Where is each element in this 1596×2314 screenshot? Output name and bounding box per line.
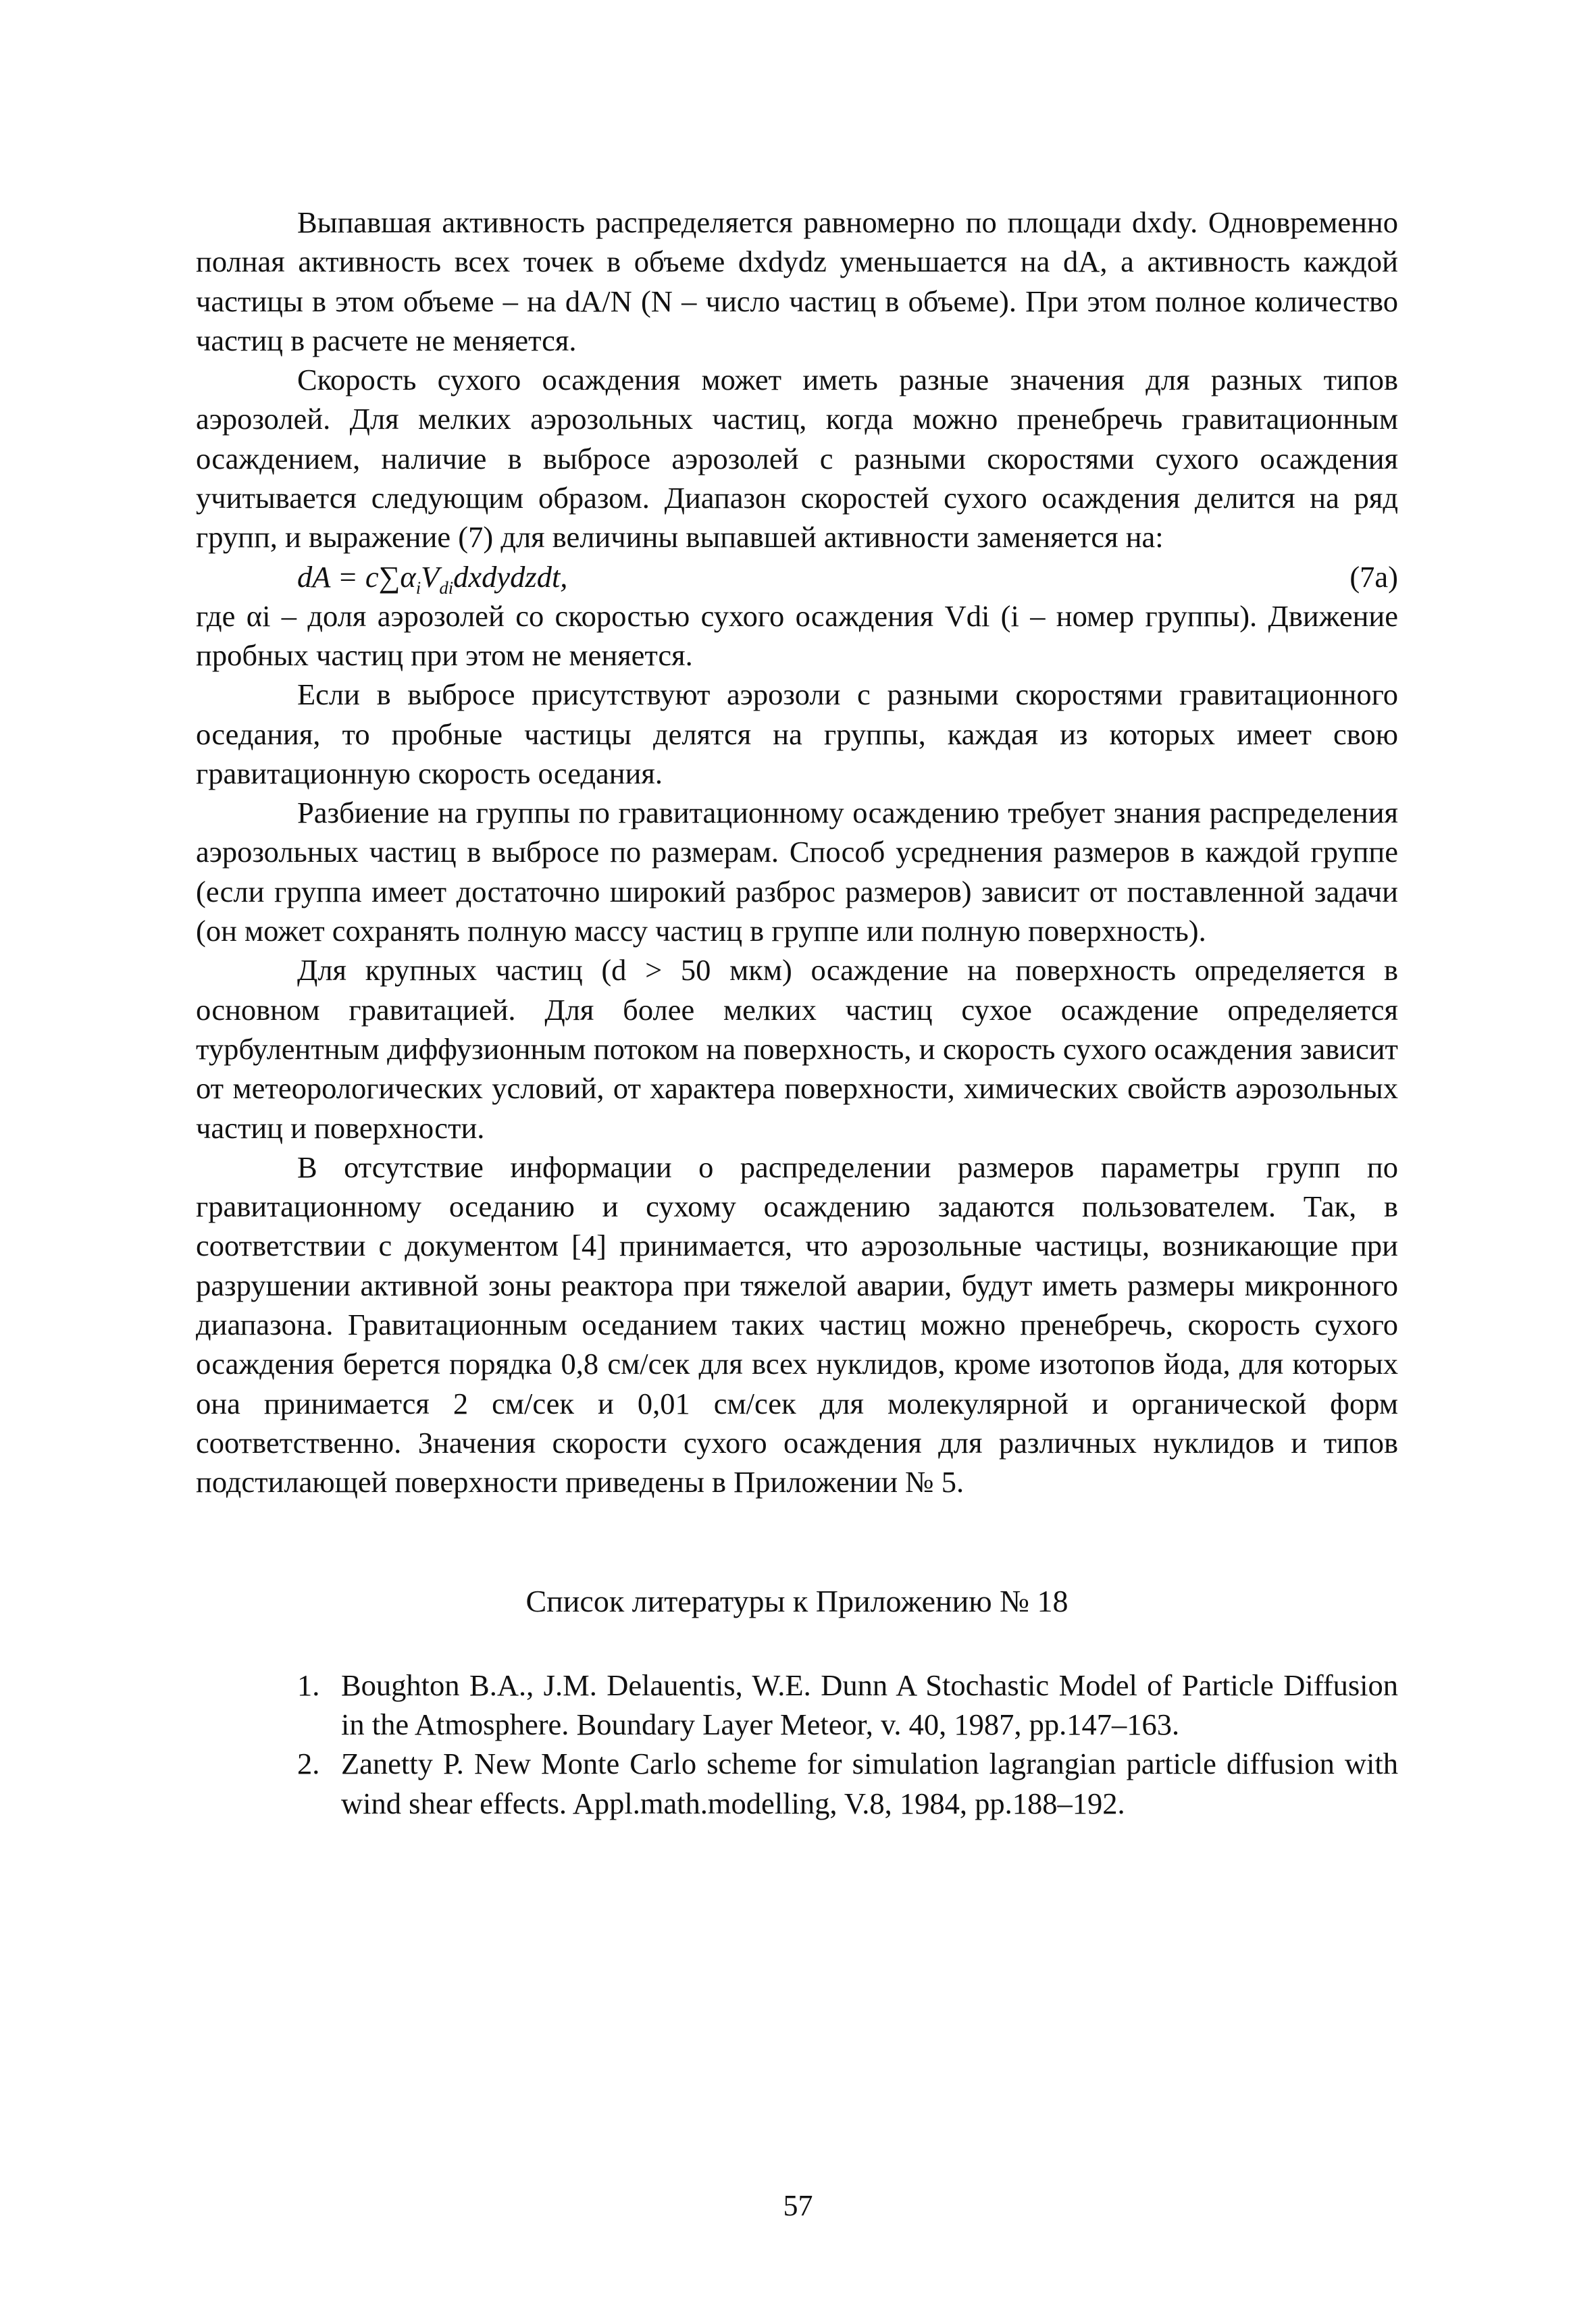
references-title: Список литературы к Приложению № 18 [525, 1583, 1069, 1618]
formula-number: (7a) [1349, 559, 1398, 594]
document-body [196, 203, 1398, 1823]
paragraph-2: Скорость сухого осаждения может иметь разные значения для разных типов аэрозолей. Для мелких аэрозольных частиц, когда можно пренебречь гравитационным осаждением, наличие в выбросе аэрозолей с разными скоростями сухого осаждения учитывается следующим образом. Диапазон скоростей сухого осаждения делится на ряд групп, и выражение (7) для величины выпавшей активности заменяется на: [196, 363, 1398, 555]
paragraph-5: Для крупных частиц (d > 50 мкм) осаждение на поверхность определяется в основном гравитацией. Для более мелких частиц сухое осаждение определяется турбулентным диффузионным потоком на поверхность, и скорость сухого осаждения зависит от метеорологических условий, от характера поверхности, химических свойств аэрозольных частиц и поверхности. [196, 953, 1398, 1145]
reference-number: 2. [297, 1747, 320, 1781]
page-number: 57 [783, 2189, 813, 2222]
reference-item [196, 1666, 1398, 1745]
reference-item [196, 1744, 1398, 1823]
reference-text: Boughton B.A., J.M. Delauentis, W.E. Dunn A Stochastic Model of Particle Diffusion in the Atmosphere. Boundary Layer Meteor, v. 40, 1987, pp.147–163. [341, 1668, 1398, 1742]
paragraph-6: В отсутствие информации о распределении размеров параметры групп по гравитационному оседанию и сухому осаждению задаются пользователем. Так, в соответствии с документом [4] принимается, что аэрозольные частицы, возникающие при разрушении активной зоны реактора при тяжелой аварии, будут иметь размеры микронного диапазона. Гравитационным оседанием таких частиц можно пренебречь, скорость сухого осаждения берется порядка 0,8 см/сек для всех нуклидов, кроме изотопов йода, для которых она принимается 2 см/сек и 0,01 см/сек для молекулярной и органической форм соответственно. Значения скорости сухого осаждения для различных нуклидов и типов подстилающей поверхности приведены в Приложении № 5. [196, 1150, 1398, 1499]
paragraph-4: Разбиение на группы по гравитационному осаждению требует знания распределения аэрозольных частиц в выбросе по размерам. Способ усреднения размеров в каждой группе (если группа имеет достаточно широкий разброс размеров) зависит от поставленной задачи (он может сохранять полную массу частиц в группе или полную поверхность). [196, 796, 1398, 948]
formula-7a [196, 557, 1398, 596]
paragraph-1: Выпавшая активность распределяется равномерно по площади dxdy. Одновременно полная активность всех точек в объеме dxdydz уменьшается на dA, а активность каждой частицы в этом объеме – на dA/N (N – число частиц в объеме). При этом полное количество частиц в расчете не меняется. [196, 205, 1398, 357]
paragraph-3: Если в выбросе присутствуют аэрозоли с разными скоростями гравитационного оседания, то пробные частицы делятся на группы, каждая из которых имеет свою гравитационную скорость оседания. [196, 677, 1398, 790]
reference-number: 1. [297, 1668, 320, 1702]
reference-text: Zanetty P. New Monte Carlo scheme for simulation lagrangian particle diffusion with wind shear effects. Appl.math.modelling, V.8, 1984, pp.188–192. [341, 1747, 1398, 1820]
formula-expression: dA = $c\sum\alpha_iV_{di}dxdydzdt$, [297, 559, 568, 598]
paragraph-after-formula: где αi – доля аэрозолей со скоростью сухого осаждения Vdi (i – номер группы). Движение пробных частиц при этом не меняется. [196, 598, 1398, 672]
